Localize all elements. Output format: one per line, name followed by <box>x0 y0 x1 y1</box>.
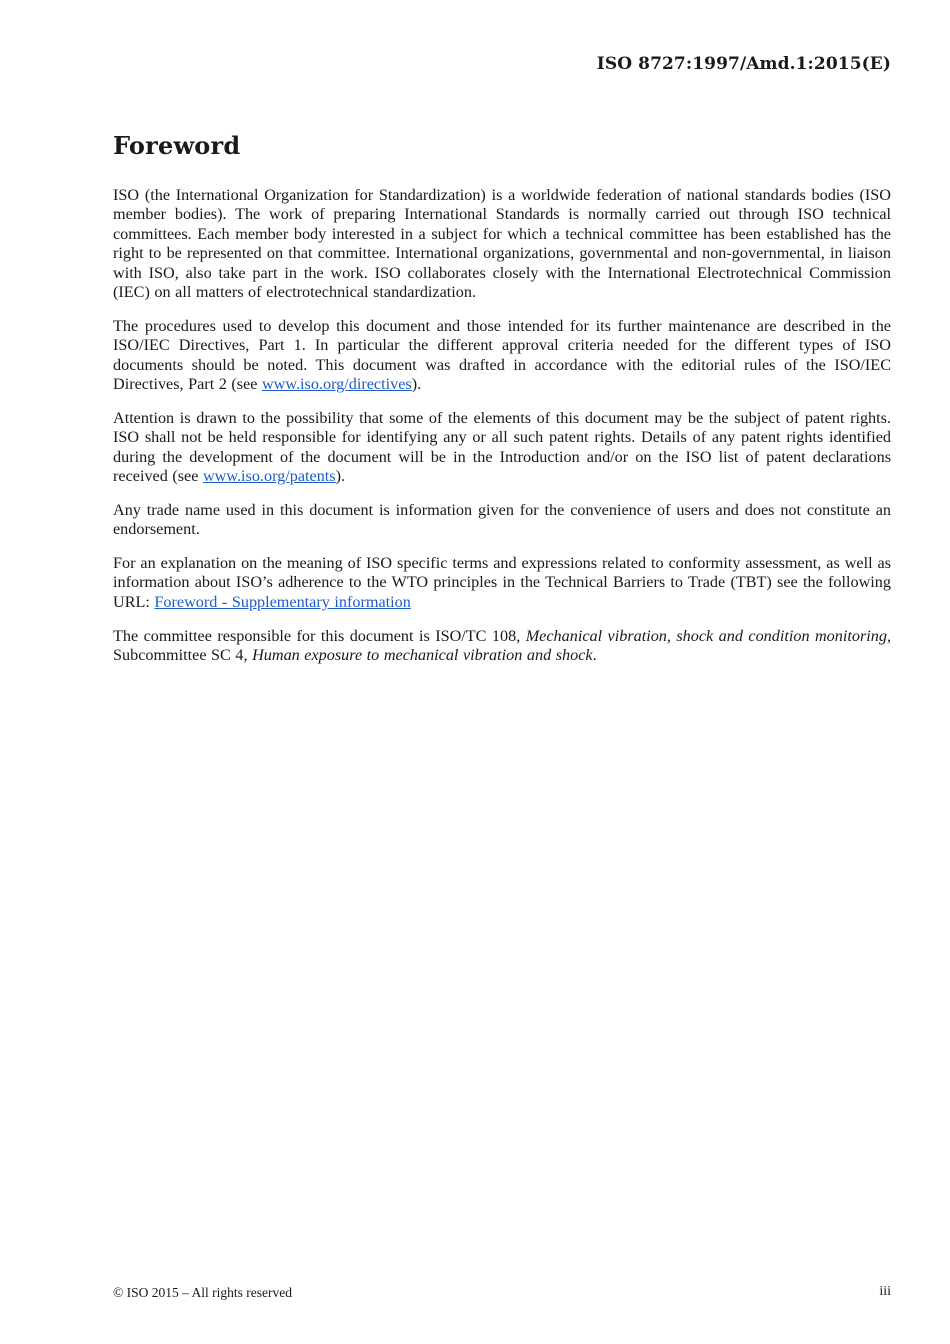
page-number: iii <box>879 1284 891 1299</box>
paragraph-conformity <box>113 554 891 612</box>
paragraph-procedures-text: The procedures used to develop this document and those intended for its further maintenance are described in the ISO/IEC Directives, Part 1. In particular the different approval criteria needed for the different types of ISO documents should be noted. This document was drafted in accordance with the editorial rules of the ISO/IEC Directives, Part 2 (see <box>113 316 891 394</box>
patents-link[interactable]: www.iso.org/patents <box>202 467 336 486</box>
committee-text-c: , Subcommittee SC 4, <box>113 626 891 665</box>
paragraph-procedures-end: ). <box>411 375 422 394</box>
committee-title: Mechanical vibration, shock and condition monitoring <box>525 626 887 645</box>
committee-text-a: The committee responsible for this document is ISO/TC 108, <box>113 626 526 645</box>
document-reference: ISO 8727:1997/Amd.1:2015(E) <box>596 54 891 74</box>
paragraph-patents-text: Attention is drawn to the possibility that some of the elements of this document may be the subject of patent rights. ISO shall not be held responsible for identifying any or all such patent rights. Details of any patent rights identified during the development of the document will be in the Introduction and/or on the ISO list of patent declarations received (see <box>113 408 891 486</box>
page-title: Foreword <box>113 131 241 160</box>
supplementary-info-link[interactable]: Foreword - Supplementary information <box>154 592 411 611</box>
paragraph-patents <box>113 409 891 487</box>
paragraph-committee <box>113 627 891 666</box>
subcommittee-title: Human exposure to mechanical vibration and shock <box>252 646 593 665</box>
paragraph-iso-intro: ISO (the International Organization for Standardization) is a worldwide federation of national standards bodies (ISO member bodies). The work of preparing International Standards is normally carried out through ISO technical committees. Each member body interested in a subject for which a technical committee has been established has the right to be represented on that committee. International organizations, governmental and non-governmental, in liaison with ISO, also take part in the work. ISO collaborates closely with the International Electrotechnical Commission (IEC) on all matters of electrotechnical standardization. <box>113 186 891 302</box>
paragraph-trade-name: Any trade name used in this document is information given for the convenience of users and does not constitute an endorsement. <box>113 500 891 539</box>
committee-text-e: . <box>592 646 597 665</box>
paragraph-procedures <box>113 317 891 395</box>
paragraph-patents-end: ). <box>335 467 346 486</box>
copyright-notice: © ISO 2015 – All rights reserved <box>113 1285 292 1300</box>
foreword-body <box>113 186 891 680</box>
directives-link[interactable]: www.iso.org/directives <box>261 375 412 394</box>
paragraph-conformity-text: For an explanation on the meaning of ISO specific terms and expressions related to conformity assessment, as well as information about ISO’s adherence to the WTO principles in the Technical Barriers to Trade (TBT) see the following URL: <box>113 554 891 611</box>
